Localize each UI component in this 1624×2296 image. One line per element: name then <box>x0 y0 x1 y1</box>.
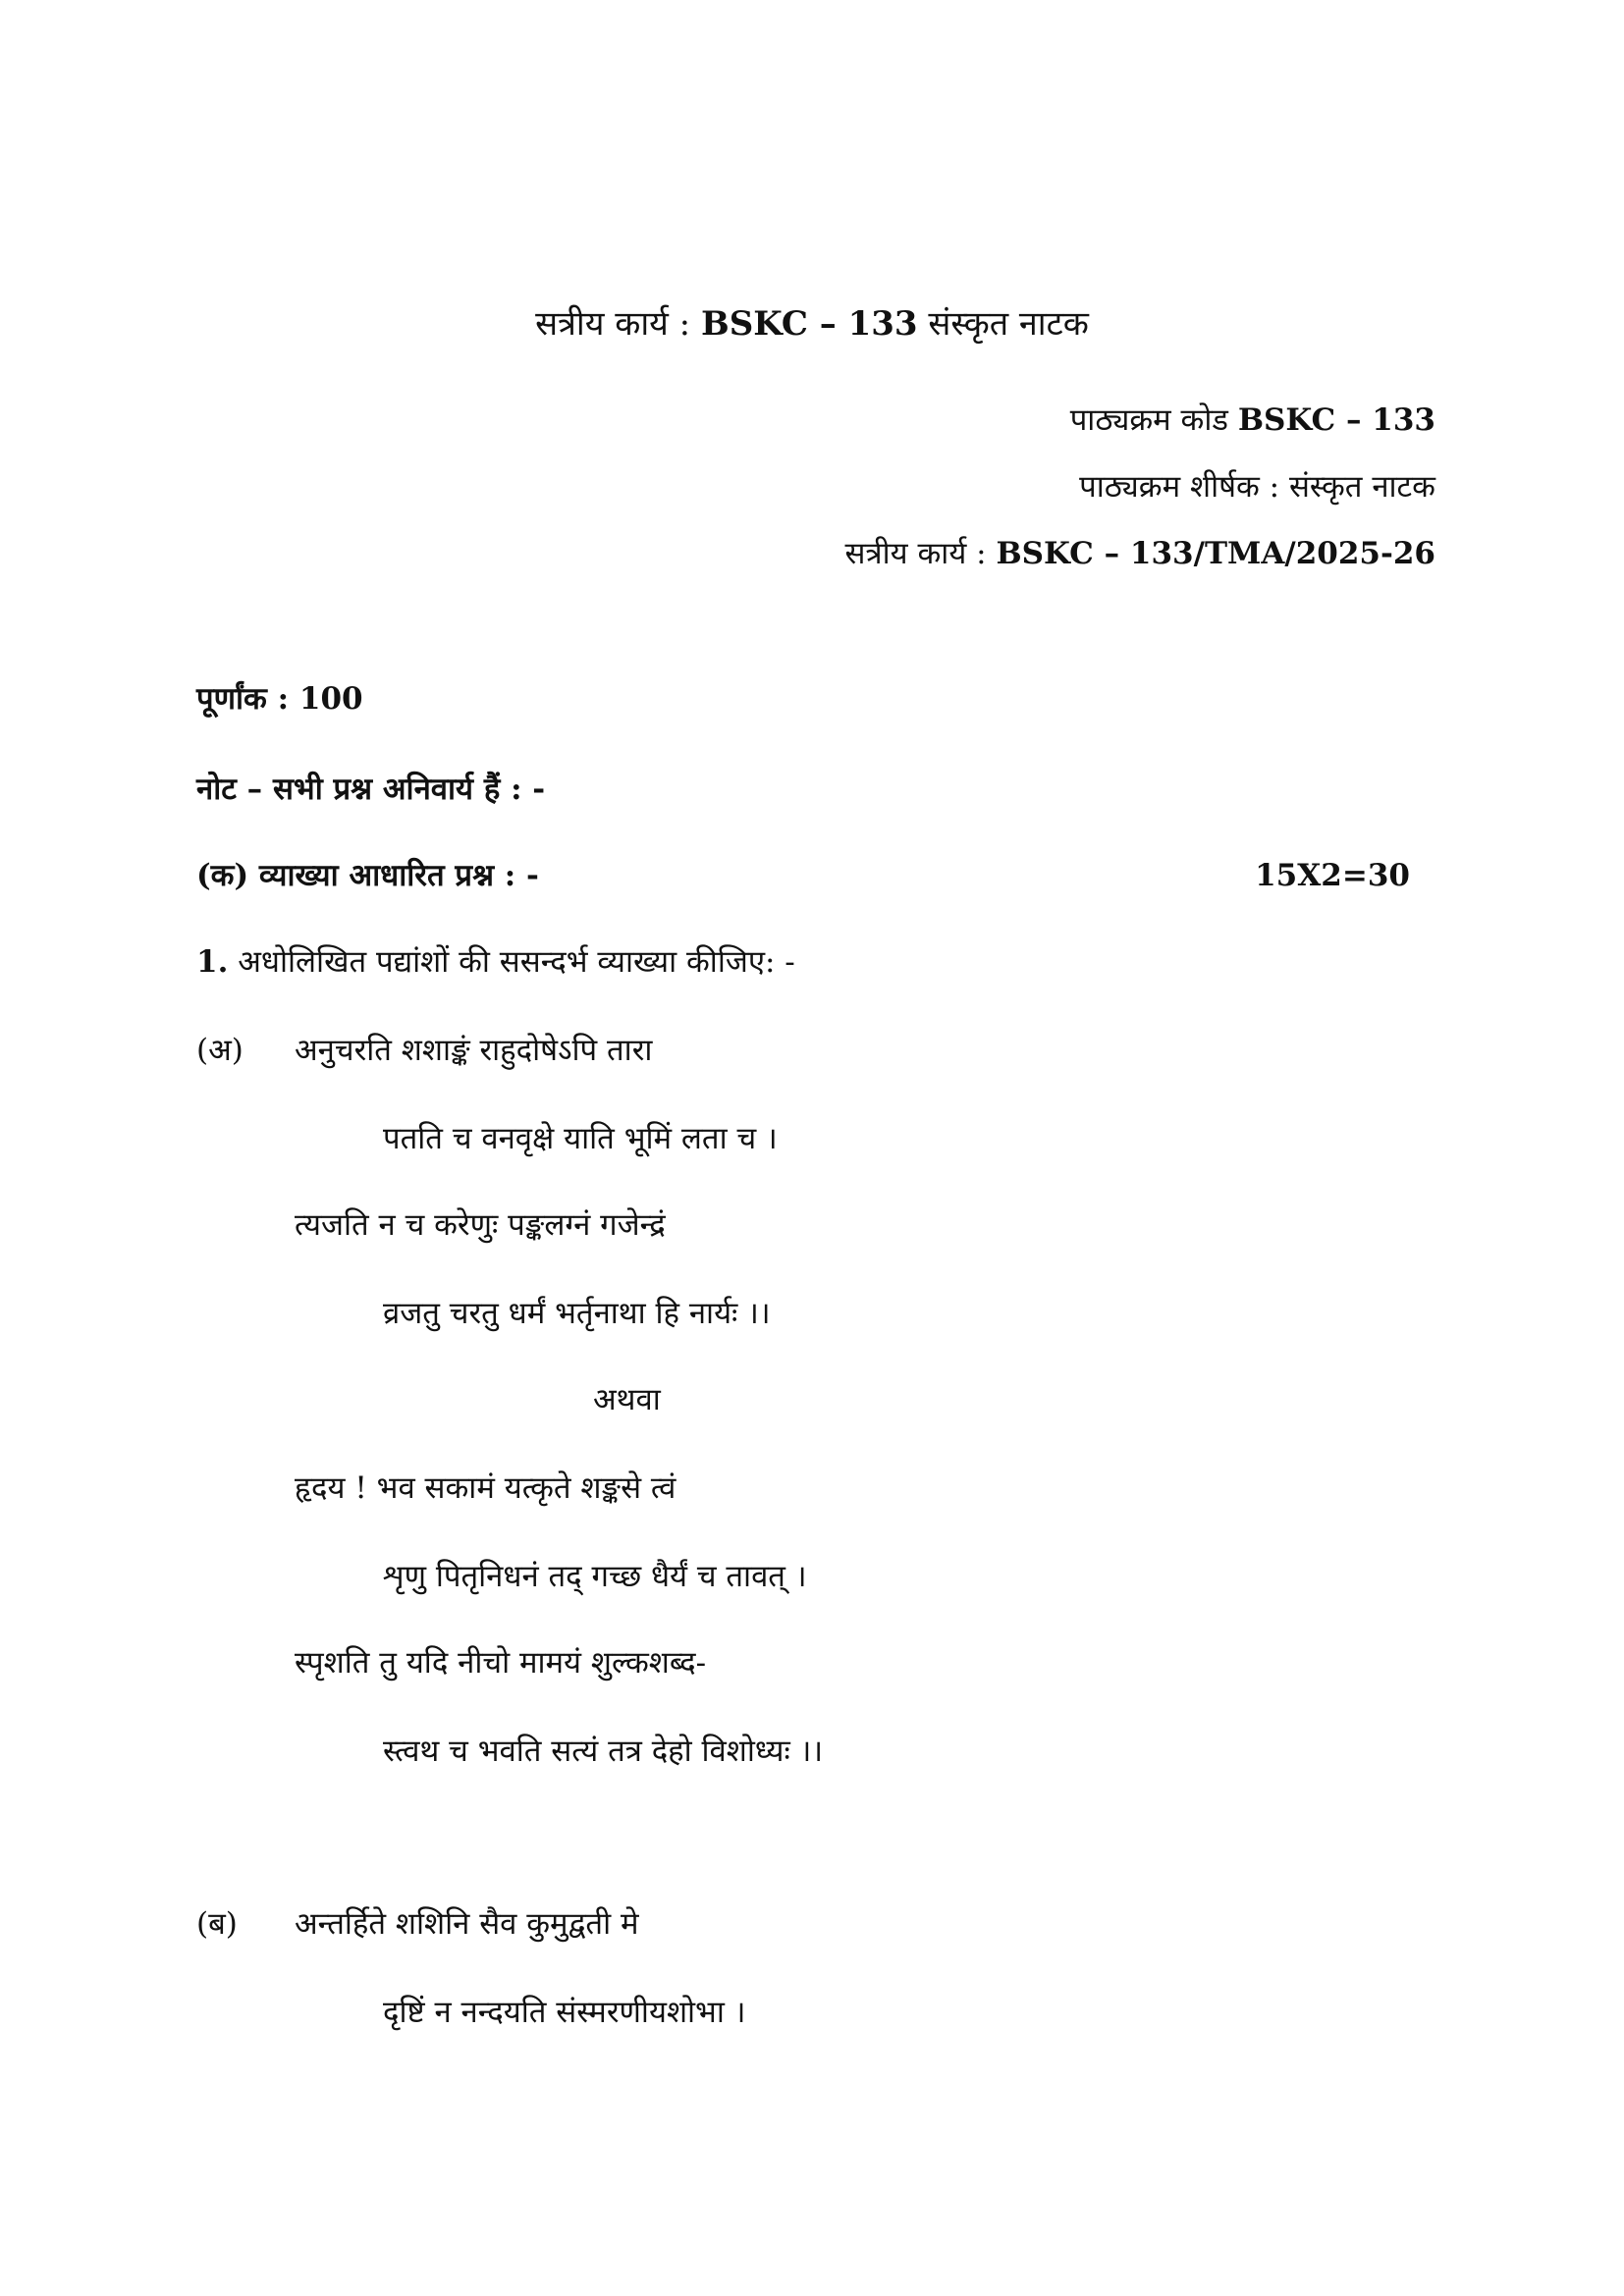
verse-line: त्यजति न च करेणुः पङ्कलग्नं गजेन्द्रं <box>295 1207 666 1243</box>
course-code-label: पाठ्यक्रम कोड <box>1069 402 1238 438</box>
verse-line: स्त्वथ च भवति सत्यं तत्र देहो विशोध्यः ।। <box>383 1734 824 1769</box>
page-title <box>0 304 1624 344</box>
verse-line: अन्तर्हिते शशिनि सैव कुमुद्वती मे <box>295 1906 639 1942</box>
verse-line: पतति च वनवृक्षे याति भूमिं लता च । <box>383 1121 778 1156</box>
verse-line: अनुचरति शशाङ्कं राहुदोषेऽपि तारा <box>295 1033 653 1068</box>
question-text: अधोलिखित पद्यांशों की ससन्दर्भ व्याख्या कीजिए: - <box>228 944 795 980</box>
verse-line: हृदय ! भव सकामं यत्कृते शङ्कसे त्वं <box>295 1470 677 1506</box>
section-heading: (क) व्याख्या आधारित प्रश्न : - <box>196 858 539 893</box>
verse-line: शृणु पितृनिधनं तद् गच्छ धैर्यं च तावत् । <box>383 1559 807 1594</box>
title-code: BSKC – 133 <box>700 304 918 344</box>
assignment-label: सत्रीय कार्य : <box>844 536 997 571</box>
verse-line: स्पृशति तु यदि नीचो मामयं शुल्कशब्द- <box>295 1645 707 1681</box>
verse-line: दृष्टिं न नन्दयति संस्मरणीयशोभा । <box>383 1995 746 2030</box>
question-number: 1. <box>196 944 229 980</box>
or-separator: अथवा <box>593 1382 661 1417</box>
course-code-value: BSKC – 133 <box>1237 402 1435 438</box>
part-a-label: (अ) <box>196 1033 244 1068</box>
question-1 <box>196 942 795 982</box>
assignment-value: BSKC – 133/TMA/2025-26 <box>996 536 1435 571</box>
part-b-label: (ब) <box>196 1906 238 1942</box>
course-code-line <box>1070 400 1435 440</box>
course-title-line <box>1079 467 1435 507</box>
max-marks: पूर्णांक : 100 <box>196 681 363 717</box>
title-suffix: संस्कृत नाटक <box>917 304 1089 344</box>
title-prefix: सत्रीय कार्य : <box>535 304 701 344</box>
course-title-label: पाठ्यक्रम शीर्षक : संस्कृत नाटक <box>1079 469 1435 505</box>
section-marks: 15X2=30 <box>1255 858 1410 893</box>
verse-line: व्रजतु चरतु धर्मं भर्तृनाथा हि नार्यः ।। <box>383 1296 771 1331</box>
assignment-code-line <box>845 534 1435 573</box>
instruction-note: नोट – सभी प्रश्न अनिवार्य हैं : - <box>196 772 546 807</box>
